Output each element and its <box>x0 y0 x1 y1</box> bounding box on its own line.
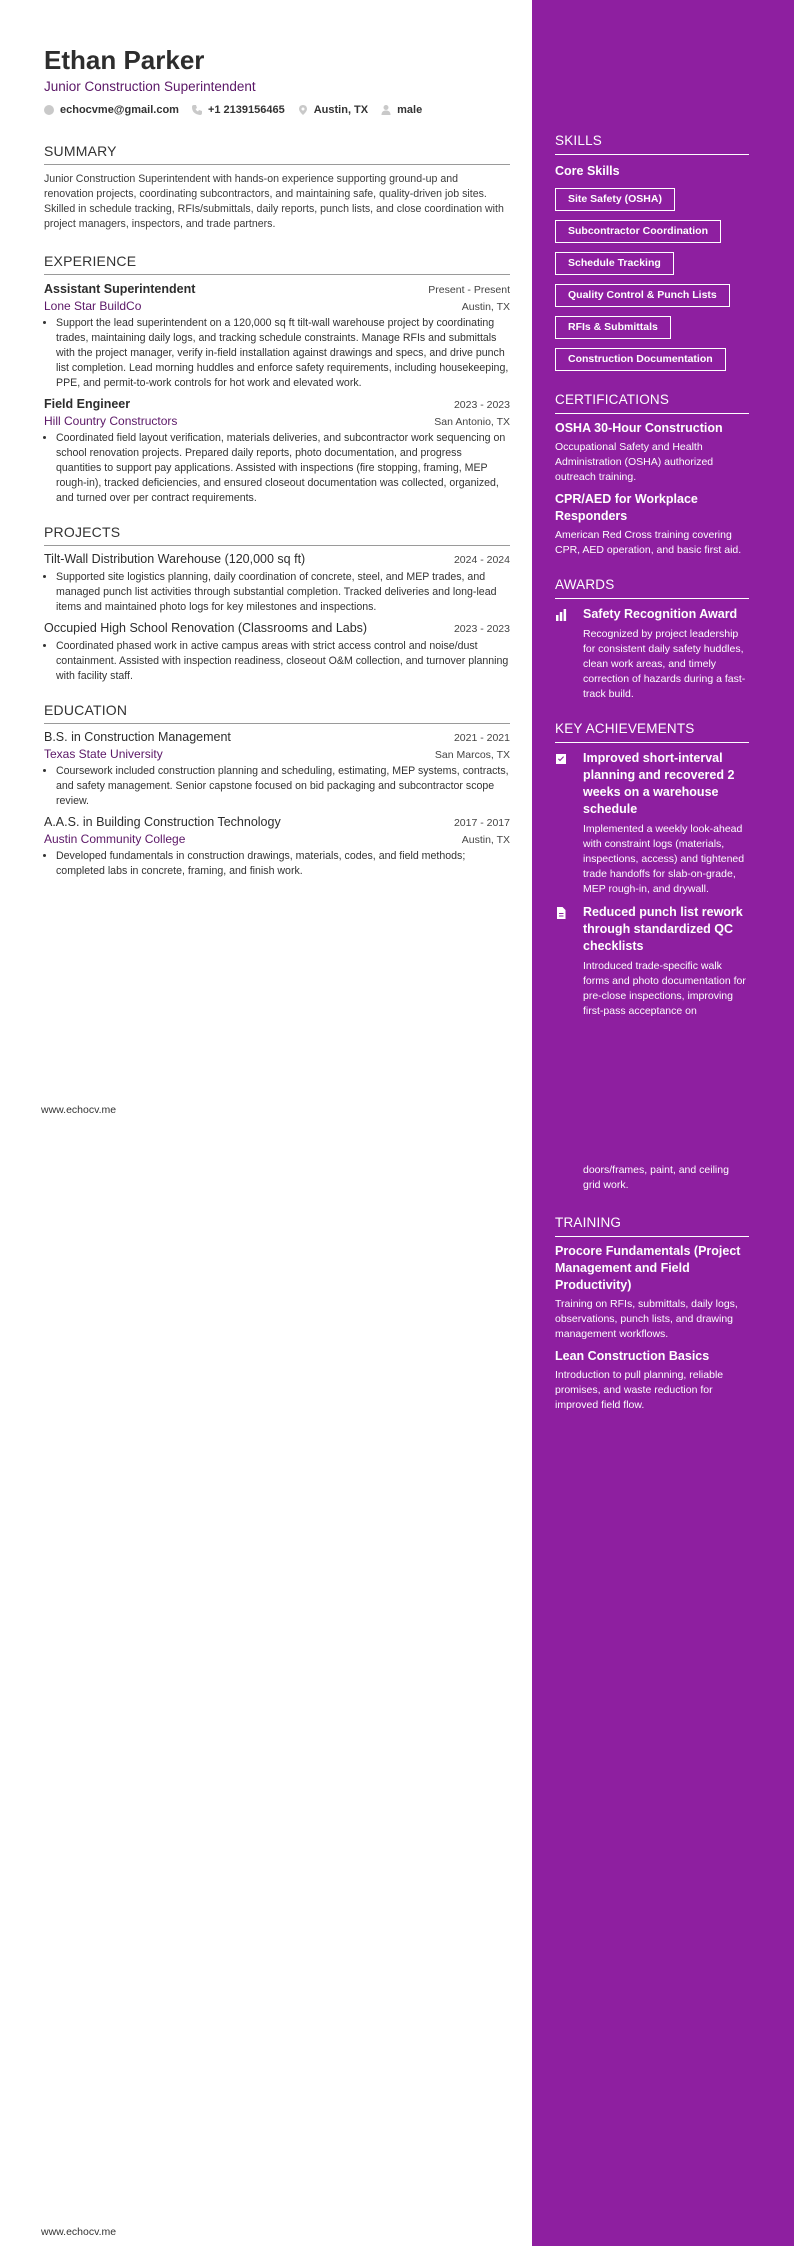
certification-title: OSHA 30-Hour Construction <box>555 421 723 435</box>
achievements-section <box>555 720 749 1019</box>
achievement-item <box>555 750 749 897</box>
project-item <box>44 551 510 615</box>
project-bullet: • Supported site logistics planning, daily coordination of concrete, steel, and MEP trades, and managed punch list activities through substantial completion. Tracked deliveries and long-lead items and maintained photo logs for key milestones and inspections. <box>56 570 510 615</box>
achievement-desc: Introduced trade-specific walk forms and photo documentation for pre-close inspections, improving first-pass acceptance on <box>583 960 746 1017</box>
training-desc: Training on RFIs, submittals, daily logs, observations, punch lists, and drawing management workflows. <box>555 1298 738 1340</box>
award-desc: Recognized by project leadership for consistent daily safety huddles, clean work areas, and timely correction of hazards during a fast-track build. <box>583 628 746 700</box>
skill-tag: Site Safety (OSHA) <box>555 188 675 211</box>
project-item <box>44 620 510 684</box>
skill-tag: Schedule Tracking <box>555 252 674 275</box>
certification-title: CPR/AED for Workplace Responders <box>555 492 698 523</box>
experience-item <box>44 396 510 506</box>
contact-gender <box>381 103 422 117</box>
education-section <box>44 701 510 879</box>
education-item <box>44 814 510 879</box>
phone-icon <box>192 105 202 115</box>
summary-heading: SUMMARY <box>44 142 510 165</box>
footer-link[interactable]: www.echocv.me <box>41 1104 117 1116</box>
achievement-desc-continuation: doors/frames, paint, and ceiling grid work. <box>583 1164 729 1191</box>
sidebar-column <box>555 132 749 1019</box>
experience-item <box>44 281 510 391</box>
contact-phone[interactable] <box>192 103 285 117</box>
project-title: Tilt-Wall Distribution Warehouse (120,000 sq ft) <box>44 552 306 566</box>
achievement-desc: Implemented a weekly look-ahead with constraint logs (materials, inspections, access) and tightened trade handoffs for slab-on-grade, MEP rough-in, and drywall. <box>583 823 745 895</box>
at-icon <box>44 105 54 115</box>
main-column <box>44 44 510 879</box>
award-title: Safety Recognition Award <box>583 607 738 621</box>
certification-item <box>555 491 749 558</box>
projects-heading: PROJECTS <box>44 523 510 546</box>
job-title: Assistant Superintendent <box>44 282 196 296</box>
skills-heading: SKILLS <box>555 132 749 155</box>
experience-section <box>44 252 510 506</box>
degree-title: A.A.S. in Building Construction Technology <box>44 815 281 829</box>
certifications-heading: CERTIFICATIONS <box>555 391 749 414</box>
school-name: Austin Community College <box>44 832 186 846</box>
certification-desc: American Red Cross training covering CPR, AED operation, and basic first aid. <box>555 529 742 556</box>
location-text: Austin, TX <box>313 104 369 116</box>
project-title: Occupied High School Renovation (Classrooms and Labs) <box>44 621 368 635</box>
education-item <box>44 729 510 809</box>
company-name: Lone Star BuildCo <box>44 299 142 313</box>
certification-desc: Occupational Safety and Health Administration (OSHA) authorized outreach training. <box>555 441 714 483</box>
document-icon <box>555 907 567 919</box>
phone-text: +1 2139156465 <box>207 104 285 116</box>
projects-section <box>44 523 510 684</box>
training-section <box>555 1214 749 1413</box>
education-heading: EDUCATION <box>44 701 510 724</box>
project-dates: 2023 - 2023 <box>453 623 510 635</box>
contact-line <box>44 103 510 117</box>
company-name: Hill Country Constructors <box>44 414 178 428</box>
education-dates: 2021 - 2021 <box>453 732 510 744</box>
job-bullet: • Support the lead superintendent on a 120,000 sq ft tilt-wall warehouse project by coordinating trades, maintaining daily logs, and tracking schedule constraints. Manage RFIs and submittals with the project manager, verify in-field installation against drawings and specs, and drive punch list completion. Lead morning huddles and enforce safety requirements, including housekeeping, PPE, and permit-to-work controls for hot work and elevated work. <box>56 316 510 391</box>
job-location: San Antonio, TX <box>434 416 510 428</box>
training-heading: TRAINING <box>555 1214 749 1237</box>
education-bullet: • Coursework included construction planning and scheduling, estimating, MEP systems, contracts, and safety management. Senior capstone focused on bid packaging and subcontractor scope review. <box>56 764 510 809</box>
training-desc: Introduction to pull planning, reliable promises, and waste reduction for improved field flow. <box>555 1369 724 1411</box>
education-dates: 2017 - 2017 <box>453 817 510 829</box>
experience-heading: EXPERIENCE <box>44 252 510 275</box>
certifications-section <box>555 391 749 558</box>
education-bullet: • Developed fundamentals in construction drawings, materials, codes, and field methods; completed labs in concrete, framing, and finish work. <box>56 849 510 879</box>
footer-link[interactable]: www.echocv.me <box>41 2226 117 2238</box>
skills-group-title: Core Skills <box>555 164 620 178</box>
person-icon <box>381 105 391 115</box>
location-pin-icon <box>298 105 308 115</box>
achievement-title: Reduced punch list rework through standardized QC checklists <box>583 905 743 953</box>
summary-section <box>44 142 510 232</box>
certification-item <box>555 420 749 485</box>
awards-heading: AWARDS <box>555 576 749 599</box>
school-location: Austin, TX <box>461 834 510 846</box>
achievement-desc-continued <box>555 1163 749 1193</box>
achievement-title: Improved short-interval planning and recovered 2 weeks on a warehouse schedule <box>583 751 735 816</box>
skill-tag: RFIs & Submittals <box>555 316 671 339</box>
awards-section <box>555 576 749 702</box>
job-bullet: • Coordinated field layout verification, materials deliveries, and subcontractor work sequencing on school renovation projects. Prepared daily reports, photo documentation, and progress quantities to support pay applications. Assisted with inspections (fire stopping, framing, MEP rough-in), tracked deficiencies, and ensured closeout documentation was collected, organized, and turned over per contract requirements. <box>56 431 510 506</box>
job-title: Field Engineer <box>44 397 131 411</box>
achievements-heading: KEY ACHIEVEMENTS <box>555 720 749 743</box>
project-bullet: • Coordinated phased work in active campus areas with strict access control and noise/dust containment. Assisted with inspection readiness, closeout O&M collection, and turnover planning with facility staff. <box>56 639 510 684</box>
contact-email[interactable] <box>44 103 179 117</box>
skill-tag: Quality Control & Punch Lists <box>555 284 730 307</box>
candidate-name: Ethan Parker <box>44 45 205 75</box>
job-dates: 2023 - 2023 <box>453 399 510 411</box>
school-location: San Marcos, TX <box>434 749 510 761</box>
school-name: Texas State University <box>44 747 163 761</box>
summary-text: Junior Construction Superintendent with hands-on experience supporting ground-up and renovation projects, coordinating subcontractors, and maintaining safe, quality-driven job sites. Skilled in schedule tracking, RFIs/submittals, daily reports, punch lists, and close coordination with project managers, inspectors, and trade partners. <box>44 173 504 230</box>
email-text: echocvme@gmail.com <box>60 104 179 116</box>
skill-tag: Subcontractor Coordination <box>555 220 721 243</box>
bar-chart-icon <box>555 609 567 621</box>
candidate-title: Junior Construction Superintendent <box>44 79 256 94</box>
job-location: Austin, TX <box>461 301 510 313</box>
award-item <box>555 606 749 702</box>
training-title: Procore Fundamentals (Project Management and Field Productivity) <box>555 1244 741 1292</box>
gender-text: male <box>397 104 423 116</box>
skills-section <box>555 132 749 371</box>
training-item <box>555 1243 749 1342</box>
checklist-icon <box>555 753 567 765</box>
degree-title: B.S. in Construction Management <box>44 730 231 744</box>
contact-location <box>298 103 368 117</box>
project-dates: 2024 - 2024 <box>453 554 510 566</box>
achievement-item <box>555 904 749 1019</box>
skill-tag: Construction Documentation <box>555 348 726 371</box>
job-dates: Present - Present <box>428 284 510 296</box>
training-item <box>555 1348 749 1413</box>
training-title: Lean Construction Basics <box>555 1349 710 1363</box>
